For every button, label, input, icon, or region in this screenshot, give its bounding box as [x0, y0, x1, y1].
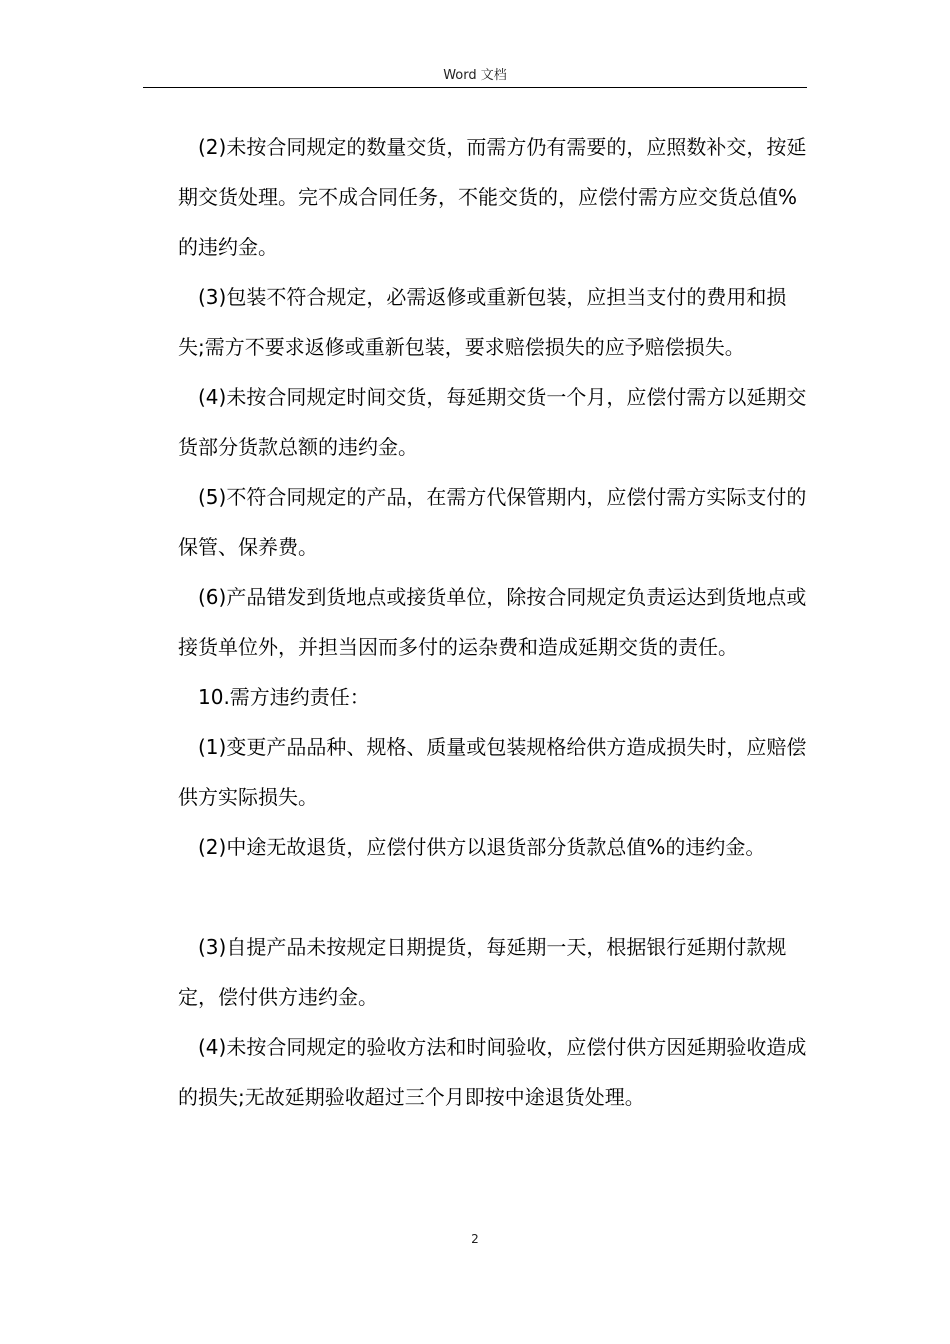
clause-supplier-5: (5)不符合同规定的产品，在需方代保管期内，应偿付需方实际支付的保管、保养费。	[178, 485, 807, 559]
clause-supplier-2: (2)未按合同规定的数量交货，而需方仍有需要的，应照数补交，按延期交货处理。完不成合同任务，不能交货的，应偿付需方应交货总值%的违约金。	[178, 135, 807, 259]
clause-supplier-6: (6)产品错发到货地点或接货单位，除按合同规定负责运达到货地点或接货单位外，并担当因而多付的运杂费和造成延期交货的责任。	[178, 585, 807, 659]
clause-supplier-4: (4)未按合同规定时间交货，每延期交货一个月，应偿付需方以延期交货部分货款总额的违约金。	[178, 385, 807, 459]
clause-buyer-2: (2)中途无故退货，应偿付供方以退货部分货款总值%的违约金。	[198, 835, 766, 859]
clause-buyer-4: (4)未按合同规定的验收方法和时间验收，应偿付供方因延期验收造成的损失;无故延期验收超过三个月即按中途退货处理。	[178, 1035, 807, 1109]
clause-buyer-1: (1)变更产品品种、规格、质量或包装规格给供方造成损失时，应赔偿供方实际损失。	[178, 735, 807, 809]
clause-supplier-3: (3)包装不符合规定，必需返修或重新包装，应担当支付的费用和损失;需方不要求返修或重新包装，要求赔偿损失的应予赔偿损失。	[178, 285, 787, 359]
page-header: Word 文档	[443, 68, 507, 83]
clause-buyer-3: (3)自提产品未按规定日期提货，每延期一天，根据银行延期付款规定，偿付供方违约金。	[178, 935, 787, 1009]
document-body	[178, 122, 810, 1122]
header-divider	[143, 87, 807, 88]
page-number: 2	[471, 1232, 479, 1246]
section-heading-buyer-liability: 10.需方违约责任：	[198, 685, 370, 709]
